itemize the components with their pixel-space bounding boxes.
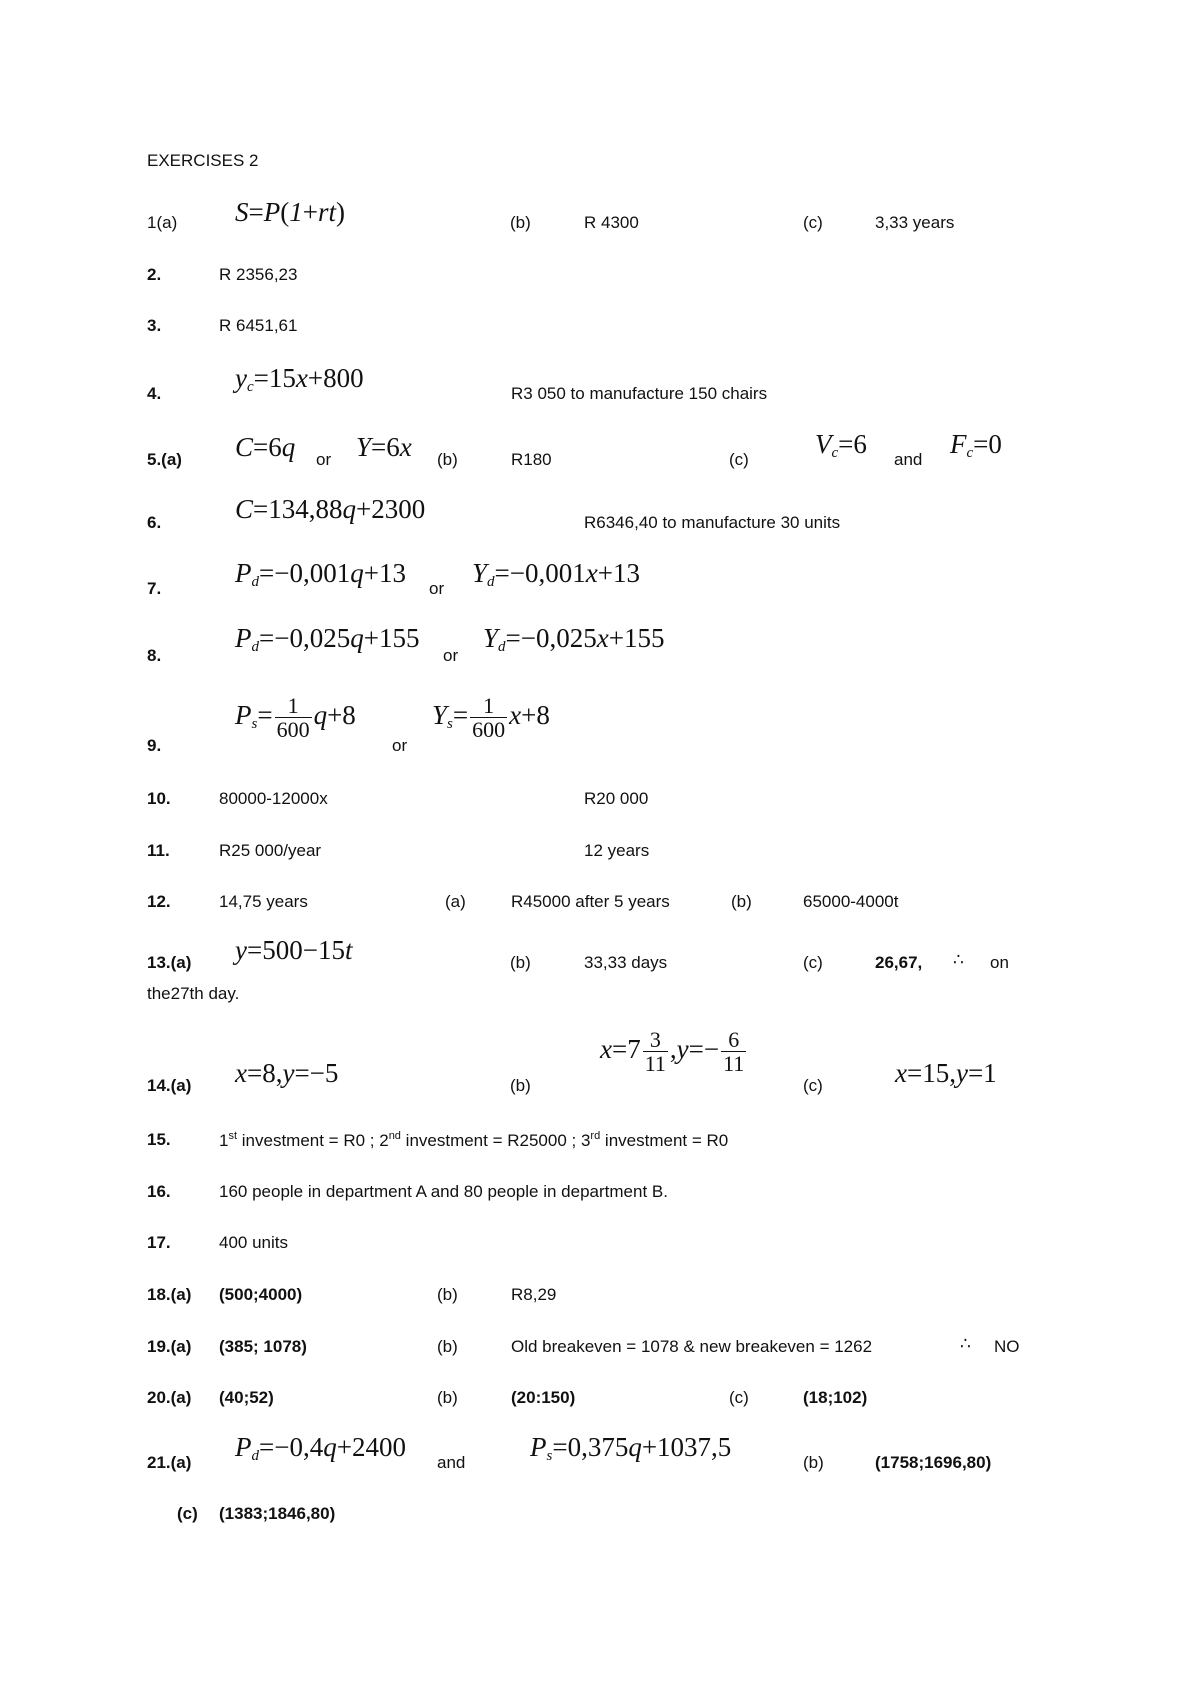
therefore-symbol: ∴ xyxy=(953,950,964,969)
q5-formula-vc: $V_c=6$ xyxy=(815,429,867,461)
q14-formula-c: x=15,y=1 xyxy=(895,1058,997,1088)
q1-c-label: (c) xyxy=(803,213,823,232)
q17-answer: 400 units xyxy=(219,1233,288,1252)
q18-answer: (500;4000) xyxy=(219,1285,303,1304)
q9-formula-ys: $Y_s=$ $\frac{1}{600}$ x+8 xyxy=(432,693,550,743)
q20-number: 20.(a) xyxy=(147,1388,192,1407)
q12-a-answer: R45000 after 5 years xyxy=(511,892,670,911)
q15-sup-2: nd xyxy=(388,1130,401,1142)
q21-c-answer: (1383;1846,80) xyxy=(219,1504,336,1523)
q14-c-label: (c) xyxy=(803,1076,823,1095)
q20-answer: (40;52) xyxy=(219,1388,274,1407)
q5-or: or xyxy=(316,450,332,469)
q15-answer xyxy=(219,1131,728,1149)
q10-answer-2: R20 000 xyxy=(584,789,649,808)
q12-b-answer: 65000-4000t xyxy=(803,892,899,911)
q3-answer: R 6451,61 xyxy=(219,316,298,335)
q3-number: 3. xyxy=(147,316,162,335)
q14-formula-a: x=8,y=−5 xyxy=(235,1058,339,1088)
q21-formula-ps: $P_s=0,375q+1037,5$ xyxy=(530,1432,732,1464)
q18-number: 18.(a) xyxy=(147,1285,192,1304)
q8-formula-pd: $P_d=-0,025q+155$ xyxy=(235,623,420,655)
q19-b-label: (b) xyxy=(437,1337,458,1356)
q13-continuation: the27th day. xyxy=(147,984,240,1003)
q19-no: NO xyxy=(994,1337,1020,1356)
q11-answer: R25 000/year xyxy=(219,841,322,860)
q9-or: or xyxy=(392,736,408,755)
q14-number: 14.(a) xyxy=(147,1076,192,1095)
q11-answer-2: 12 years xyxy=(584,841,650,860)
q5-b-answer: R180 xyxy=(511,450,552,469)
q8-or: or xyxy=(443,646,459,665)
q15-number: 15. xyxy=(147,1130,171,1149)
q13-b-label: (b) xyxy=(510,953,531,972)
q20-b-label: (b) xyxy=(437,1388,458,1407)
q13-number: 13.(a) xyxy=(147,953,192,972)
q5-c-label: (c) xyxy=(729,450,749,469)
q7-formula-yd: $Y_d=-0,001x+13$ xyxy=(472,558,640,590)
page-title: EXERCISES 2 xyxy=(147,151,259,170)
q10-answer: 80000-12000x xyxy=(219,789,328,808)
q13-c-label: (c) xyxy=(803,953,823,972)
q19-b-answer: Old breakeven = 1078 & new breakeven = 1262 xyxy=(511,1337,873,1356)
q19-answer: (385; 1078) xyxy=(219,1337,307,1356)
q12-a-label: (a) xyxy=(445,892,466,911)
q5-formula-y: Y=6x xyxy=(356,432,412,462)
q20-b-answer: (20:150) xyxy=(511,1388,576,1407)
q11-number: 11. xyxy=(147,841,170,860)
q21-number: 21.(a) xyxy=(147,1453,192,1472)
q13-b-answer: 33,33 days xyxy=(584,953,668,972)
q13-formula: y=500−15t xyxy=(235,935,353,965)
q1-b-label: (b) xyxy=(510,213,531,232)
q19-number: 19.(a) xyxy=(147,1337,192,1356)
q18-b-label: (b) xyxy=(437,1285,458,1304)
q20-c-answer: (18;102) xyxy=(803,1388,868,1407)
q12-number: 12. xyxy=(147,892,171,911)
q7-number: 7. xyxy=(147,579,162,598)
q6-formula: C=134,88q+2300 xyxy=(235,494,426,524)
q14-formula-b: x=7 $\frac{3}{11}$ ,y=− $\frac{6}{11}$ xyxy=(600,1027,745,1077)
q8-formula-yd: $Y_d=-0,025x+155$ xyxy=(483,623,665,655)
q20-c-label: (c) xyxy=(729,1388,749,1407)
q13-c-answer: 26,67, xyxy=(875,953,923,972)
q4-formula: $y_c=15x+800$ xyxy=(235,363,364,395)
q4-number: 4. xyxy=(147,384,162,403)
q15-part-1: 1 xyxy=(219,1131,229,1150)
q15-sup-1: st xyxy=(228,1130,238,1142)
q15-sup-3: rd xyxy=(590,1130,601,1142)
q9-formula-ps: $P_s=$ $\frac{1}{600}$ q+8 xyxy=(235,693,356,743)
q6-answer: R6346,40 to manufacture 30 units xyxy=(584,513,841,532)
q17-number: 17. xyxy=(147,1233,171,1252)
q15-part-2: investment = R0 ; 2 xyxy=(237,1131,389,1150)
q6-number: 6. xyxy=(147,513,162,532)
therefore-symbol: ∴ xyxy=(960,1334,971,1353)
q5-number: 5.(a) xyxy=(147,450,182,469)
q21-c-label: (c) xyxy=(177,1504,198,1523)
q1-c-answer: 3,33 years xyxy=(875,213,955,232)
q1-b-answer: R 4300 xyxy=(584,213,639,232)
q5-formula-c: C=6q xyxy=(235,432,296,462)
q21-and: and xyxy=(437,1453,466,1472)
q21-b-answer: (1758;1696,80) xyxy=(875,1453,992,1472)
q16-answer: 160 people in department A and 80 people in department B. xyxy=(219,1182,668,1201)
q12-b-label: (b) xyxy=(731,892,752,911)
q14-b-label: (b) xyxy=(510,1076,531,1095)
q1-formula: S=P(1+rt) xyxy=(235,197,345,227)
q2-answer: R 2356,23 xyxy=(219,265,298,284)
q4-answer: R3 050 to manufacture 150 chairs xyxy=(511,384,768,403)
q21-formula-pd: $P_d=-0,4q+2400$ xyxy=(235,1432,406,1464)
q15-part-4: investment = R0 xyxy=(600,1131,729,1150)
q8-number: 8. xyxy=(147,646,162,665)
q2-number: 2. xyxy=(147,265,162,284)
q5-and: and xyxy=(894,450,923,469)
q7-formula-pd: $P_d=-0,001q+13$ xyxy=(235,558,406,590)
q9-number: 9. xyxy=(147,736,162,755)
q15-part-3: investment = R25000 ; 3 xyxy=(400,1131,591,1150)
q12-answer: 14,75 years xyxy=(219,892,308,911)
q10-number: 10. xyxy=(147,789,171,808)
q21-b-label: (b) xyxy=(803,1453,824,1472)
q5-b-label: (b) xyxy=(437,450,458,469)
q5-formula-fc: $F_c=0$ xyxy=(950,429,1002,461)
q1-number: 1(a) xyxy=(147,213,178,232)
q13-on: on xyxy=(990,953,1009,972)
q7-or: or xyxy=(429,579,445,598)
q16-number: 16. xyxy=(147,1182,171,1201)
q18-b-answer: R8,29 xyxy=(511,1285,557,1304)
